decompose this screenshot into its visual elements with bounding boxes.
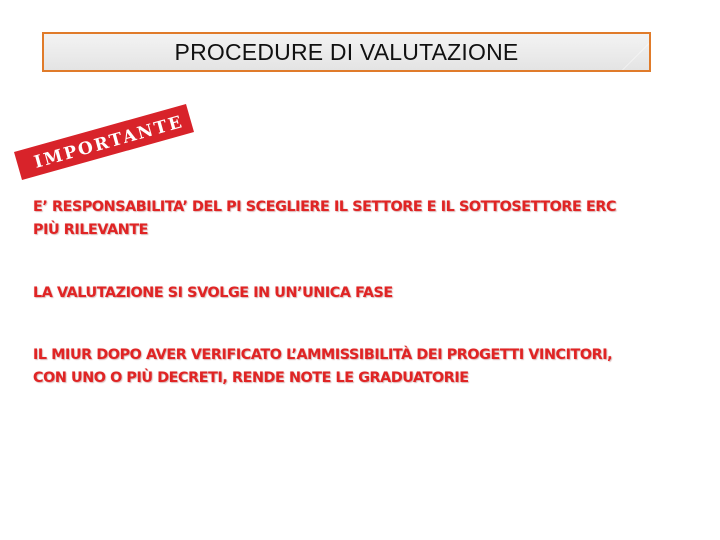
paragraph-line: E’ RESPONSABILITA’ DEL PI SCEGLIERE IL SETTORE E IL SOTTOSETTORE ERC xyxy=(33,199,617,215)
title-box xyxy=(42,32,651,72)
title-sheen xyxy=(570,36,651,72)
stamp-text: IMPORTANTE xyxy=(31,112,186,173)
importante-stamp xyxy=(14,104,194,184)
paragraph-line: CON UNO O PIÙ DECRETI, RENDE NOTE LE GRADUATORIE xyxy=(33,370,469,386)
paragraph-line: PIÙ RILEVANTE xyxy=(33,222,149,238)
paragraph-evaluation xyxy=(33,282,693,305)
paragraph-responsibility xyxy=(33,196,693,242)
paragraph-line: LA VALUTAZIONE SI SVOLGE IN UN’UNICA FASE xyxy=(33,285,393,301)
paragraph-miur xyxy=(33,344,693,390)
slide-title: PROCEDURE DI VALUTAZIONE xyxy=(174,38,519,65)
paragraph-line: IL MIUR DOPO AVER VERIFICATO L’AMMISSIBILITÀ DEI PROGETTI VINCITORI, xyxy=(33,347,613,363)
